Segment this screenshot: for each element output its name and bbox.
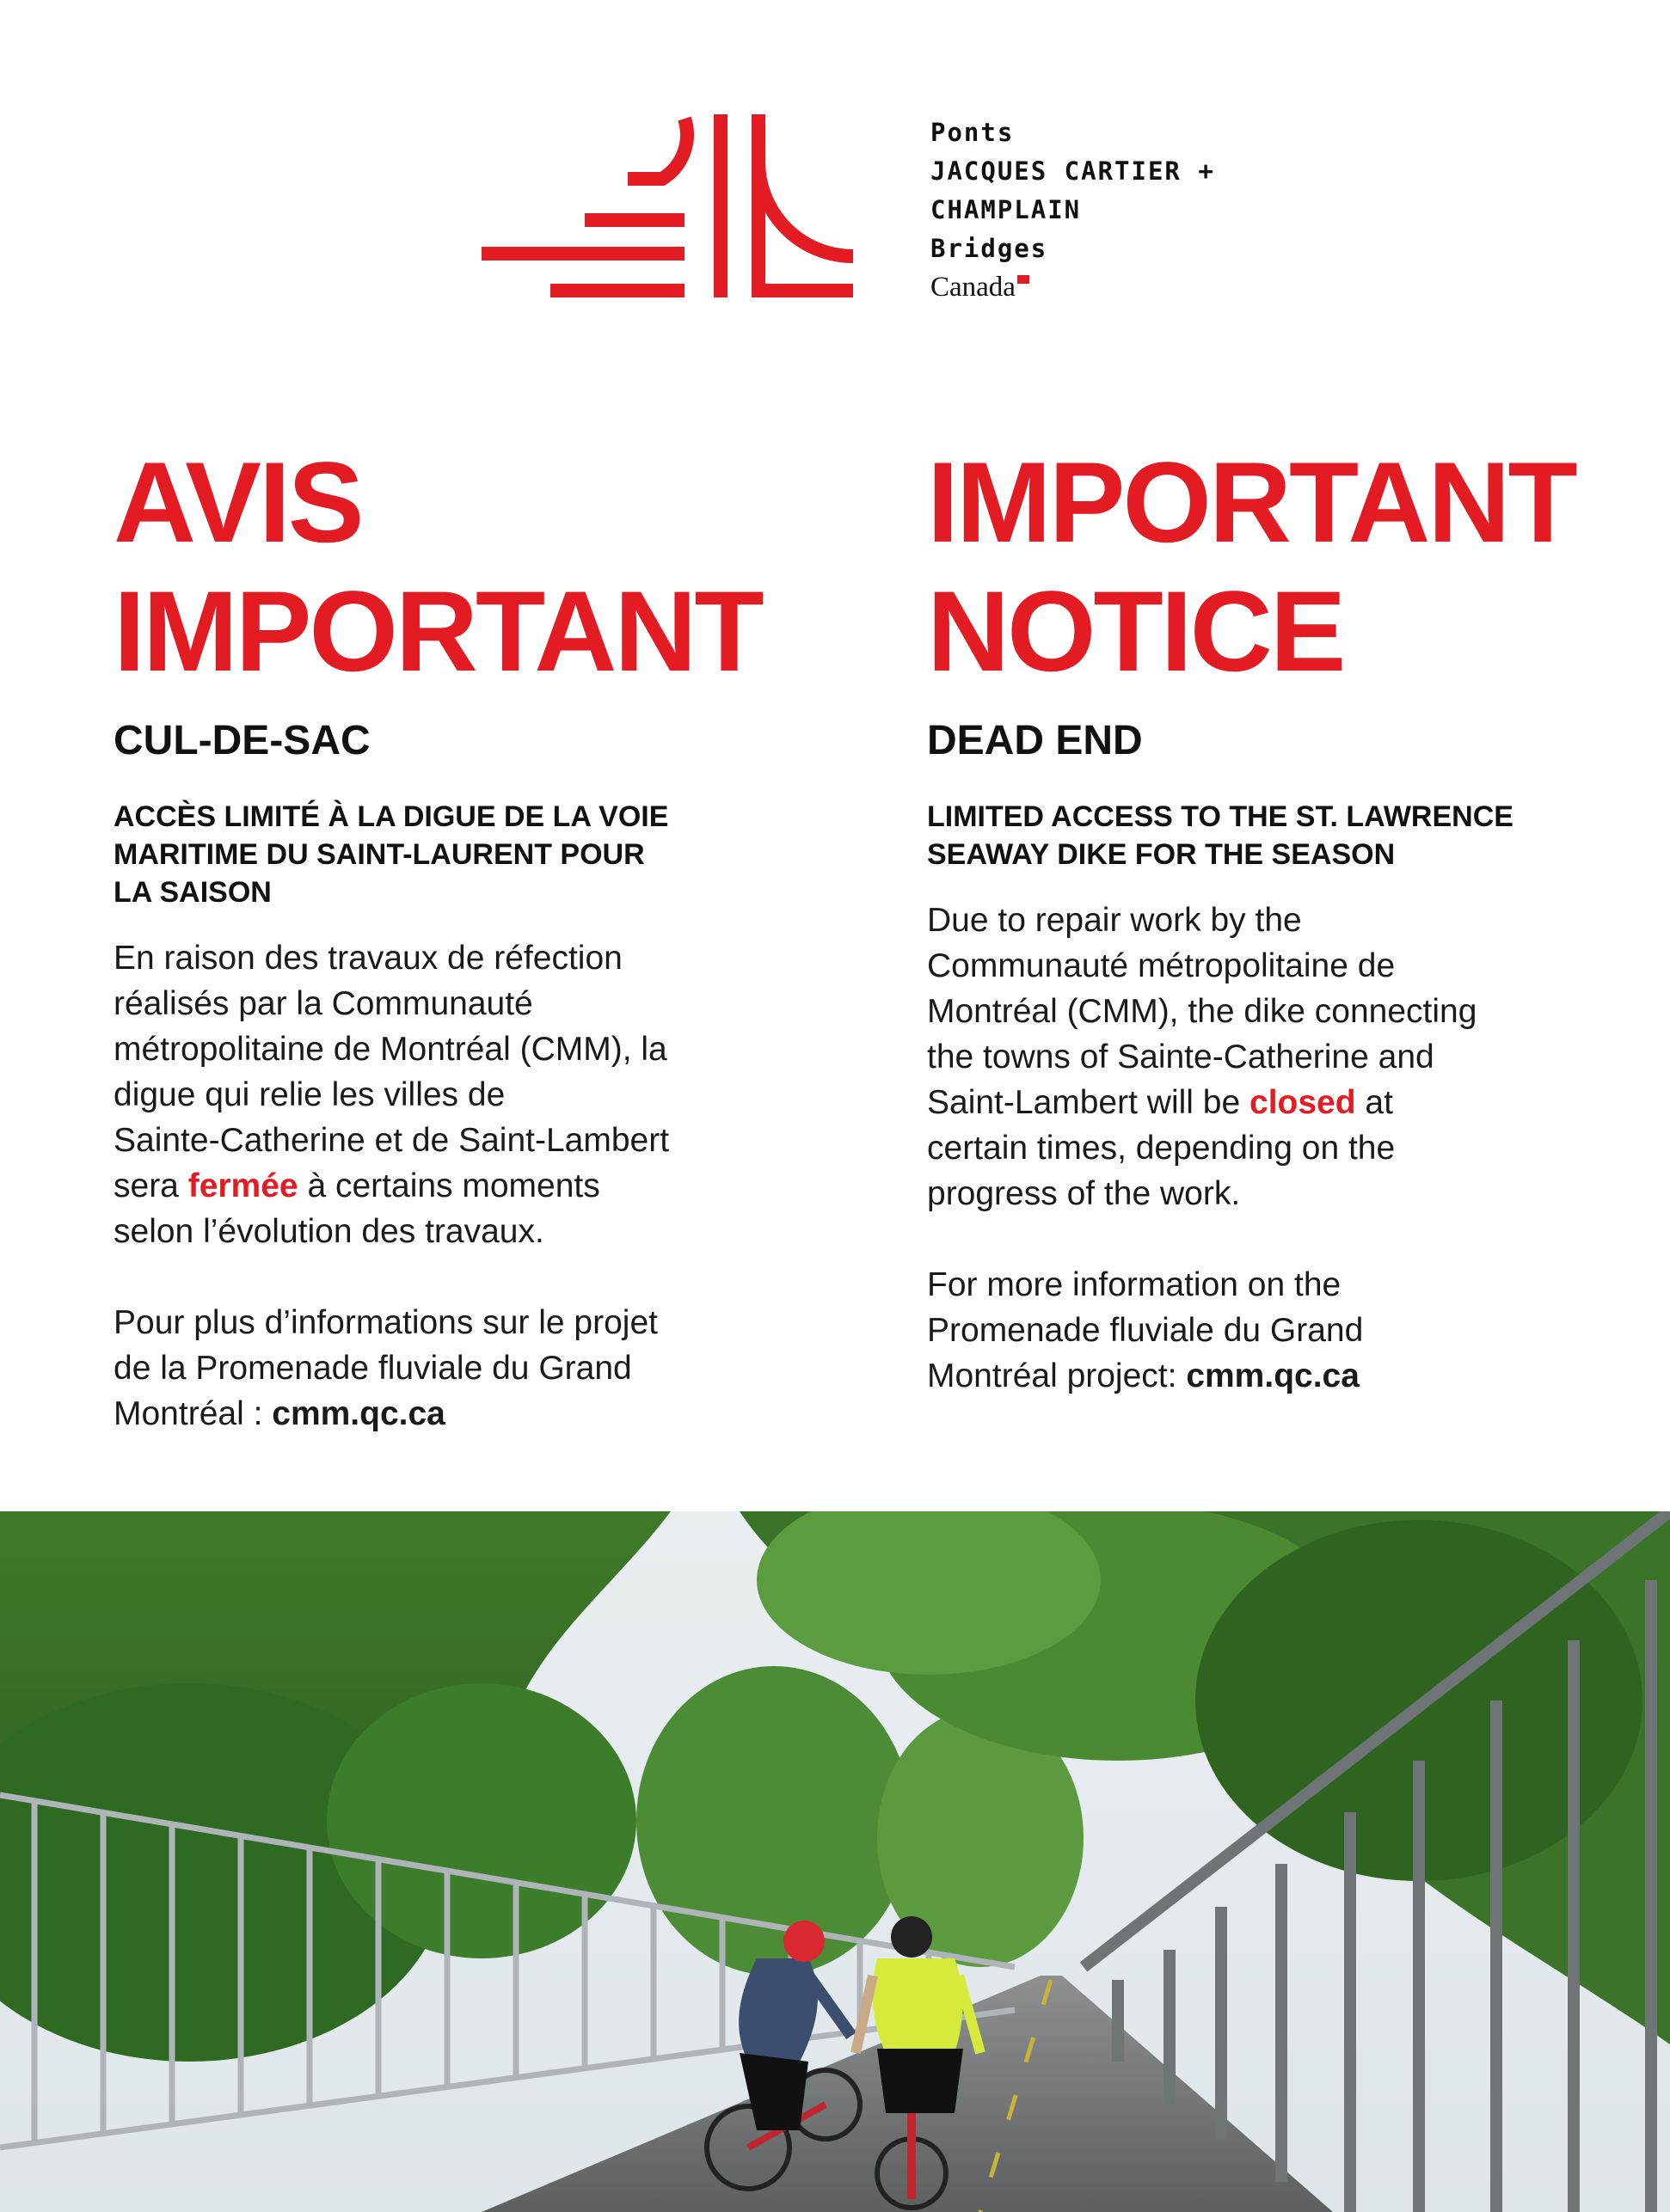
english-lead-line2: SEAWAY DIKE FOR THE SEASON (927, 838, 1396, 871)
english-paragraph-1 (927, 898, 1615, 1399)
logo-line-jacques-cartier: JACQUES CARTIER + (930, 156, 1215, 186)
english-column (927, 438, 1615, 1399)
french-p1-line6-pre: sera (114, 1167, 188, 1204)
english-lead (927, 798, 1615, 873)
french-p1-line2: réalisés par la Communauté (114, 985, 533, 1022)
cyclists-photo (0, 1511, 1670, 2212)
english-p1-line7: progress of the work. (927, 1175, 1241, 1212)
english-title (927, 438, 1615, 696)
french-p1-line6 (114, 1163, 801, 1209)
french-title-line1: AVIS (114, 439, 362, 567)
english-lead-line1: LIMITED ACCESS TO THE ST. LAWRENCE (927, 800, 1513, 833)
logo-arc-right (758, 114, 853, 256)
french-p1-line5: Sainte-Catherine et de Saint-Lambert (114, 1122, 670, 1159)
english-p2-line2: Promenade fluviale du Grand (927, 1312, 1364, 1349)
canada-wordmark (930, 272, 1029, 303)
english-p1-line6: certain times, depending on the (927, 1130, 1396, 1167)
english-p2-line3-pre: Montréal project: (927, 1357, 1187, 1394)
logo-line-bridges: Bridges (930, 234, 1048, 263)
french-p2-line2: de la Promenade fluviale du Grand (114, 1350, 632, 1387)
french-p1-line4: digue qui relie les villes de (114, 1076, 506, 1113)
french-website-link[interactable]: cmm.qc.ca (272, 1395, 445, 1432)
english-title-line1: IMPORTANT (927, 439, 1575, 567)
english-p1-line4: the towns of Sainte-Catherine and (927, 1039, 1434, 1075)
french-lead-line2: MARITIME DU SAINT-LAURENT POUR (114, 838, 645, 871)
french-lead (114, 798, 801, 911)
french-lead-line3: LA SAISON (114, 876, 272, 909)
french-closed-emphasis: fermée (187, 1167, 298, 1204)
english-p1-line1: Due to repair work by the (927, 902, 1302, 939)
french-p2-line3 (114, 1391, 801, 1437)
english-closed-emphasis: closed (1249, 1084, 1356, 1121)
english-website-link[interactable]: cmm.qc.ca (1186, 1357, 1360, 1394)
french-p2-line1: Pour plus d’informations sur le projet (114, 1304, 658, 1341)
english-p2-line1: For more information on the (927, 1266, 1342, 1303)
english-p2-line3 (927, 1353, 1615, 1399)
french-column (114, 438, 801, 1437)
french-title (114, 438, 801, 696)
english-p1-line2: Communauté métropolitaine de (927, 947, 1396, 984)
french-p1-line7: selon l’évolution des travaux. (114, 1213, 544, 1250)
canada-flag-icon (1017, 275, 1029, 284)
french-p1-line1: En raison des travaux de réfection (114, 940, 623, 977)
logo-text (930, 113, 1215, 268)
french-p1-line6-post: à certains moments (298, 1167, 600, 1204)
french-lead-line1: ACCÈS LIMITÉ À LA DIGUE DE LA VOIE (114, 800, 669, 833)
english-p1-line5 (927, 1080, 1615, 1125)
french-subtitle: CUL-DE-SAC (114, 718, 371, 763)
logo-line-champlain: CHAMPLAIN (930, 195, 1082, 224)
logo-line-ponts: Ponts (930, 118, 1015, 147)
french-p2-line3-pre: Montréal : (114, 1395, 273, 1432)
english-p1-line5-post: at (1355, 1084, 1393, 1121)
french-paragraph-1 (114, 935, 801, 1437)
logo-arc-left (628, 119, 687, 179)
french-p1-line3: métropolitaine de Montréal (CMM), la (114, 1031, 667, 1068)
english-subtitle: DEAD END (927, 718, 1143, 763)
english-title-line2: NOTICE (927, 568, 1344, 695)
french-title-line2: IMPORTANT (114, 568, 762, 695)
english-p1-line5-pre: Saint-Lambert will be (927, 1084, 1249, 1121)
english-p1-line3: Montréal (CMM), the dike connecting (927, 993, 1477, 1030)
canada-wordmark-text: Canada (930, 272, 1016, 303)
bridges-logo-mark (482, 110, 894, 308)
